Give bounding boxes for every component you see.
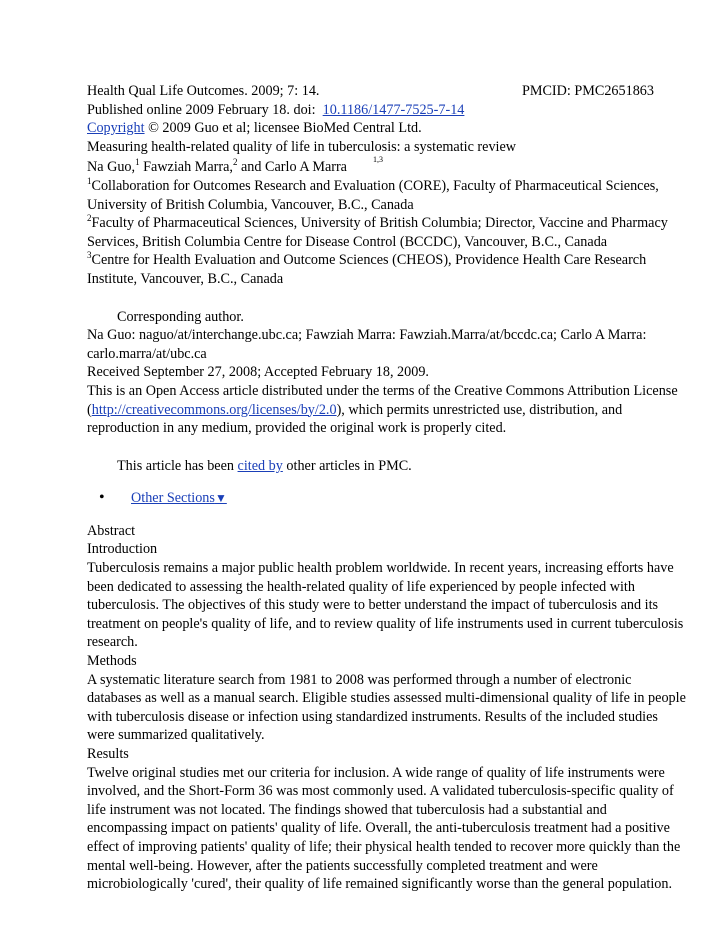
author-list	[87, 155, 687, 177]
doi-link[interactable]: 10.1186/1477-7525-7-14	[322, 101, 465, 118]
author-1: Na Guo,	[87, 159, 136, 176]
cited-by-line	[87, 457, 687, 476]
affiliation-3-number: 3	[87, 250, 92, 261]
citation-row	[87, 82, 687, 101]
author-2: Fawziah Marra,	[139, 159, 233, 176]
published-line	[87, 101, 687, 120]
copyright-text: © 2009 Guo et al; licensee BioMed Central Ltd.	[144, 120, 422, 137]
affiliation-1-number: 1	[87, 175, 92, 186]
results-paragraph: Twelve original studies met our criteria for inclusion. A wide range of quality of life instruments were involved, and the Short-Form 36 was most commonly used. A validated tuberculosis-specific quality of life instrument was not located. The findings showed that tuberculosis had a substantial and encompassing impact on patients' quality of life. Overall, the anti-tuberculosis treatment had a positive effect of improving patients' quality of life; their physical health tended to recover more quickly than the mental well-being. However, after the patients successfully completed treatment and were microbiologically 'cured', their quality of life remained significantly worse than the general population.	[87, 764, 681, 893]
affiliation-1-text: Collaboration for Outcomes Research and Evaluation (CORE), Faculty of Pharmaceutical Sciences, University of British Columbia, Vancouver, B.C., Canada	[87, 177, 659, 213]
author-1-affiliation: 1	[135, 157, 140, 168]
received-dates: Received September 27, 2008; Accepted February 18, 2009.	[87, 364, 429, 381]
copyright-link[interactable]: Copyright	[87, 120, 145, 137]
abstract-heading: Abstract	[87, 522, 136, 539]
affiliation-3-text: Centre for Health Evaluation and Outcome Sciences (CHEOS), Providence Health Care Research Institute, Vancouver, B.C., Canada	[87, 252, 647, 287]
article-title: Measuring health-related quality of life in tuberculosis: a systematic review	[87, 138, 517, 155]
chevron-down-icon: ▼	[214, 491, 227, 506]
methods-paragraph: A systematic literature search from 1981 to 2008 was performed through a number of electronic databases as well as a manual search. Eligible studies assessed multi-dimensional quality of life in people with tuberculosis disease or infection using standardized instruments. Results of the included studies were summarized qualitatively.	[87, 671, 686, 744]
journal-citation: Health Qual Life Outcomes. 2009; 7: 14.	[87, 83, 320, 99]
cited-text-end: other articles in PMC.	[282, 457, 412, 474]
introduction-paragraph: Tuberculosis remains a major public health problem worldwide. In recent years, increasing efforts have been dedicated to assessing the health-related quality of life experienced by people infected with tuberculosis. The objectives of this study were to better understand the impact of tuberculosis and its treatment on people's quality of life, and to review quality of life instruments used in current tuberculosis research.	[87, 560, 684, 651]
corresponding-label: Corresponding author.	[117, 308, 244, 325]
license-text-end: ), which permits unrestricted use, distribution, and reproduction in any medium, provided the original work is properly cited.	[87, 401, 623, 437]
spacer	[87, 438, 687, 457]
spacer	[87, 289, 687, 308]
license-link[interactable]: http://creativecommons.org/licenses/by/2.0	[91, 401, 337, 418]
license-text-start: This is an Open Access article distributed under the terms of the Creative Commons Attribution License (	[87, 382, 678, 418]
license-statement	[87, 382, 687, 438]
published-label: Published online 2009 February 18. doi:	[87, 101, 323, 118]
author-emails: Na Guo: naguo/at/interchange.ubc.ca; Fawziah Marra: Fawziah.Marra/at/bccdc.ca; Carlo A Marra: carlo.marra/at/ubc.ca	[87, 327, 647, 362]
affiliation-2-number: 2	[87, 213, 92, 224]
author-3: and Carlo A Marra	[237, 159, 347, 176]
author-3-affiliation: 1,3	[372, 155, 383, 165]
introduction-heading: Introduction	[87, 541, 158, 558]
other-sections-link[interactable]	[131, 489, 227, 508]
cited-text-start: This article has been	[117, 457, 238, 474]
methods-heading: Methods	[87, 653, 137, 670]
other-sections-item	[87, 489, 687, 508]
cited-by-link[interactable]: cited by	[237, 457, 283, 474]
article-page	[87, 82, 687, 894]
affiliation-1	[87, 177, 687, 214]
other-sections-label: Other Sections	[131, 490, 215, 507]
bullet-icon: •	[99, 489, 105, 507]
affiliation-2	[87, 214, 687, 251]
pmcid: PMCID: PMC2651863	[521, 83, 654, 99]
affiliation-3	[87, 251, 687, 288]
results-heading: Results	[87, 746, 129, 762]
author-2-affiliation: 2	[232, 157, 238, 168]
affiliation-2-text: Faculty of Pharmaceutical Sciences, University of British Columbia; Director, Vaccine and Pharmacy Services, British Columbia Centre for Disease Control (BCCDC), Vancouver, B.C., Canada	[87, 215, 668, 250]
copyright-line	[87, 119, 687, 138]
